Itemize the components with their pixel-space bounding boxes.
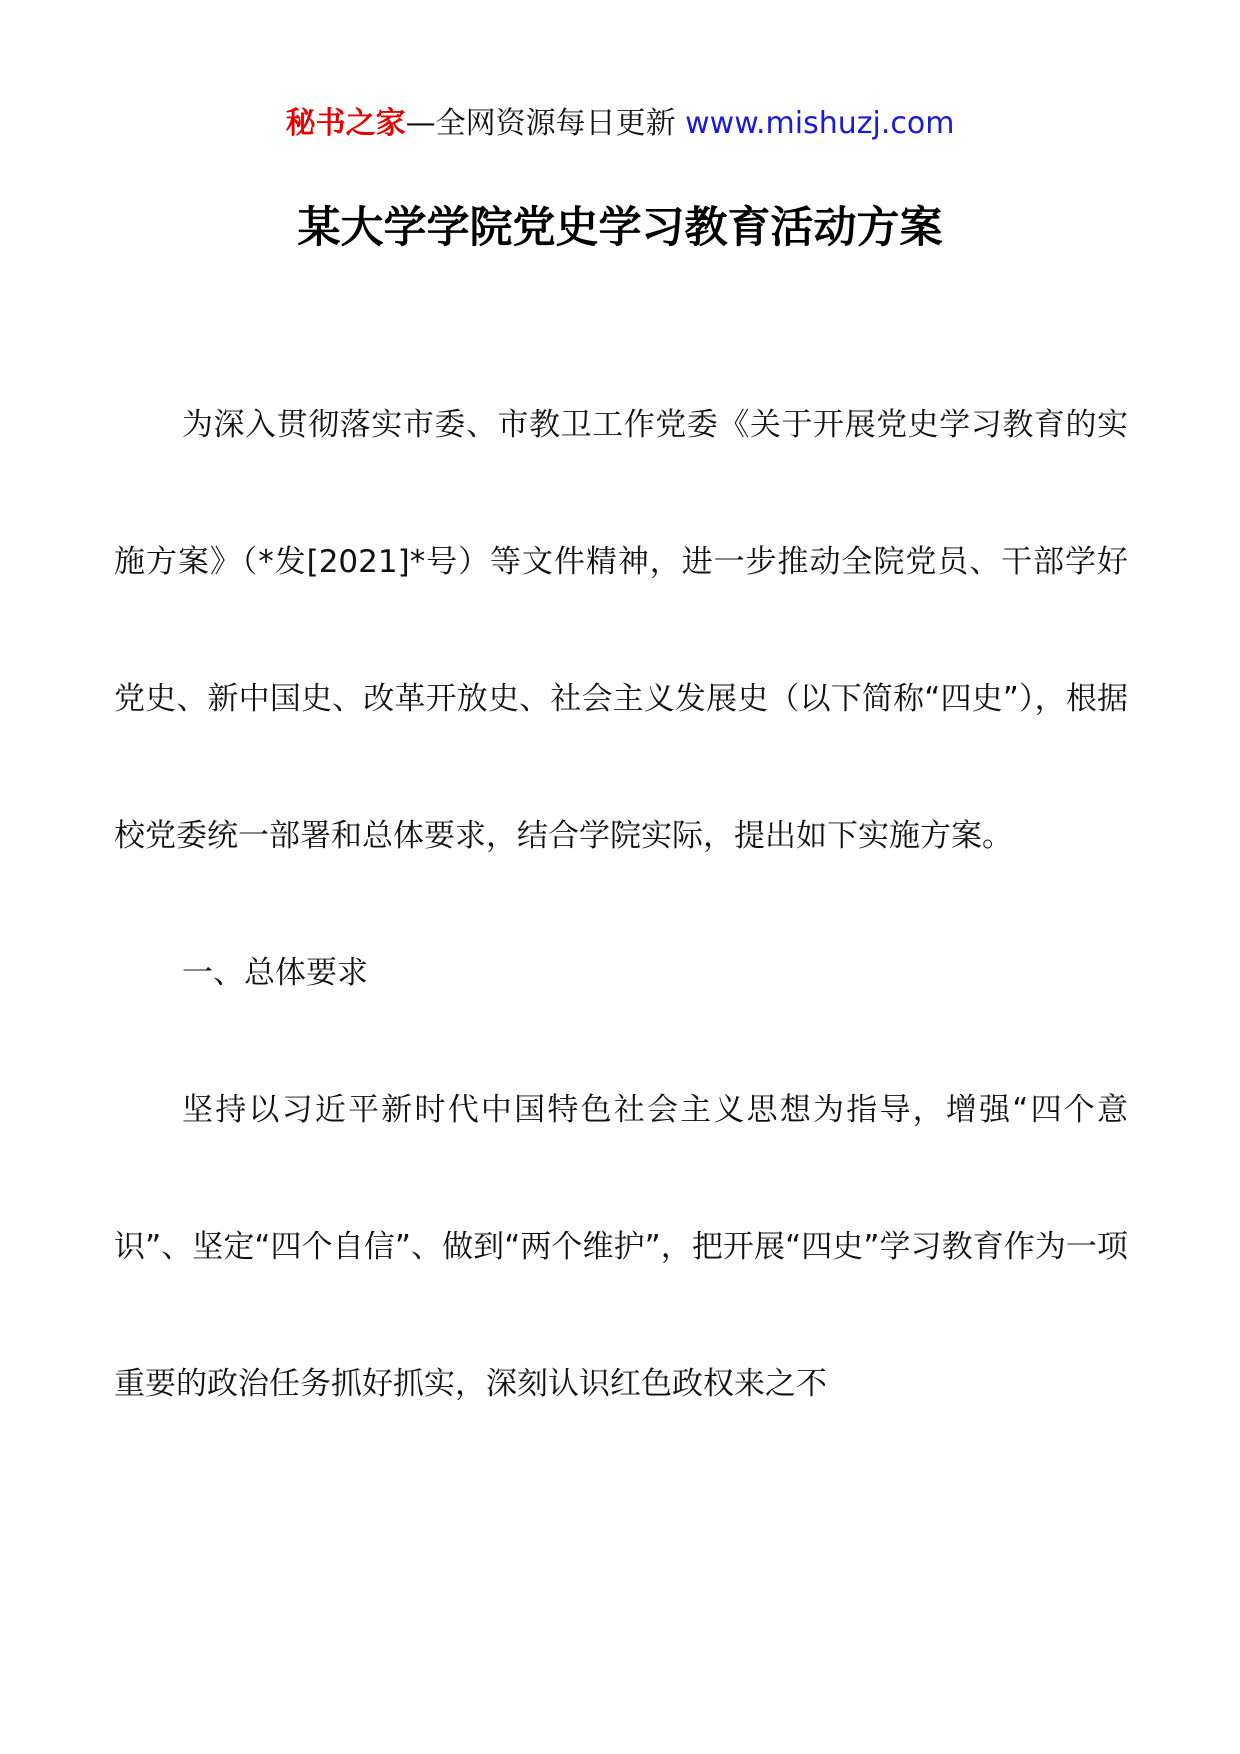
requirements-paragraph: 坚持以习近平新时代中国特色社会主义思想为指导，增强“四个意识”、坚定“四个自信”、做到“两个维护”，把开展“四史”学习教育作为一项重要的政治任务抓好抓实，深刻认识红色政权来之不 bbox=[114, 1092, 1128, 1402]
document-body bbox=[114, 357, 1128, 1453]
intro-paragraph: 为深入贯彻落实市委、市教卫工作党委《关于开展党史学习教育的实施方案》（*发[2021]*号）等文件精神，进一步推动全院党员、干部学好党史、新中国史、改革开放史、社会主义发展史（以下简称“四史”），根据校党委统一部署和总体要求，结合学院实际，提出如下实施方案。 bbox=[114, 407, 1128, 854]
brand-name: 秘书之家 bbox=[285, 106, 406, 141]
header-slogan: —全网资源每日更新 bbox=[405, 106, 676, 141]
section-heading: 一、总体要求 bbox=[182, 955, 368, 991]
document-title: 某大学学院党史学习教育活动方案 bbox=[297, 203, 943, 253]
site-header bbox=[0, 100, 1240, 148]
site-url-link[interactable]: www.mishuzj.com bbox=[685, 106, 955, 141]
